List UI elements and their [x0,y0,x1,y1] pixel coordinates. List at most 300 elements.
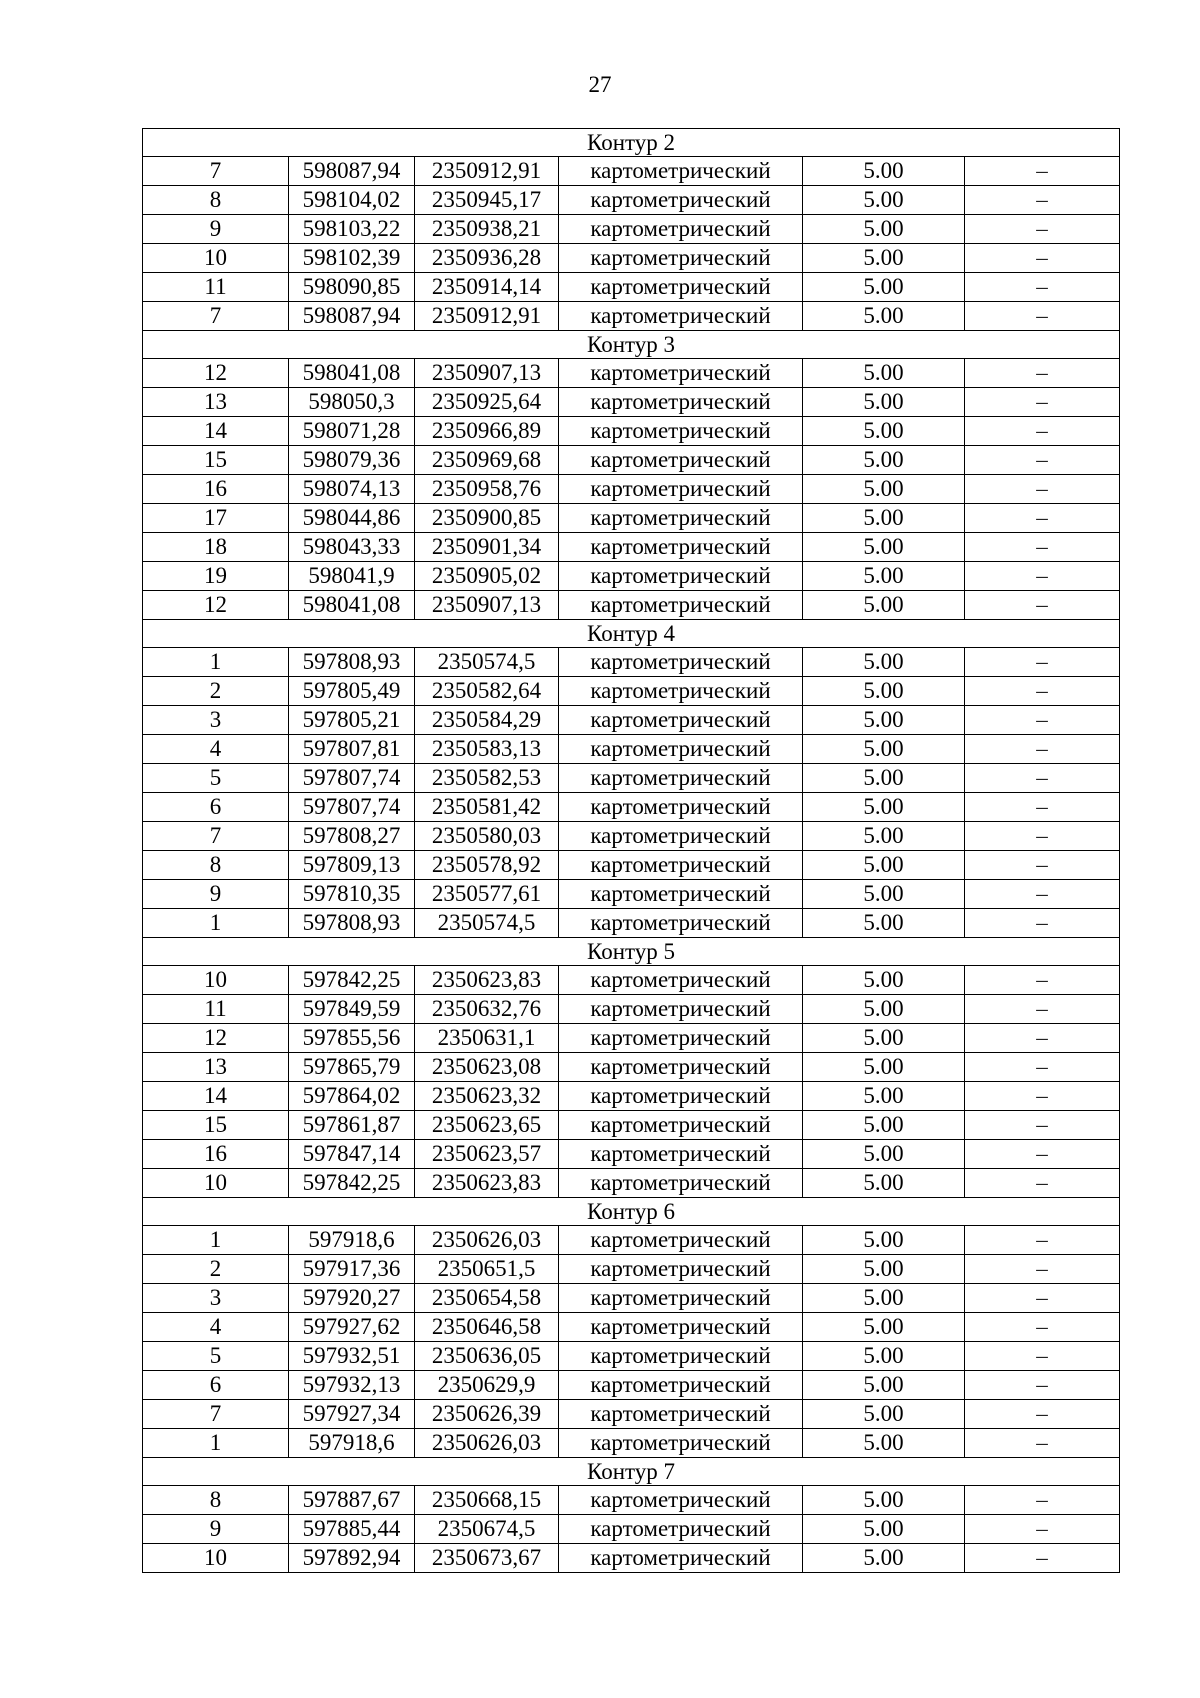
x-coordinate-cell: 597807,74 [289,793,415,822]
table-row [143,793,1120,822]
x-coordinate-cell: 598050,3 [289,388,415,417]
accuracy-cell: 5.00 [803,1544,965,1573]
method-cell: картометрический [559,1111,803,1140]
method-cell: картометрический [559,1486,803,1515]
accuracy-cell: 5.00 [803,851,965,880]
contour-title: Контур 2 [143,129,1120,157]
x-coordinate-cell: 597892,94 [289,1544,415,1573]
point-number-cell: 1 [143,1226,289,1255]
x-coordinate-cell: 598087,94 [289,157,415,186]
contour-title: Контур 4 [143,620,1120,648]
x-coordinate-cell: 597805,21 [289,706,415,735]
x-coordinate-cell: 597917,36 [289,1255,415,1284]
y-coordinate-cell: 2350673,67 [415,1544,559,1573]
description-cell: – [965,1429,1120,1458]
method-cell: картометрический [559,1024,803,1053]
y-coordinate-cell: 2350632,76 [415,995,559,1024]
description-cell: – [965,186,1120,215]
accuracy-cell: 5.00 [803,706,965,735]
table-row [143,273,1120,302]
table-row [143,1515,1120,1544]
description-cell: – [965,764,1120,793]
method-cell: картометрический [559,793,803,822]
description-cell: – [965,706,1120,735]
description-cell: – [965,591,1120,620]
accuracy-cell: 5.00 [803,533,965,562]
x-coordinate-cell: 597918,6 [289,1226,415,1255]
point-number-cell: 8 [143,186,289,215]
accuracy-cell: 5.00 [803,793,965,822]
description-cell: – [965,533,1120,562]
table-row [143,1024,1120,1053]
x-coordinate-cell: 597927,62 [289,1313,415,1342]
x-coordinate-cell: 598041,08 [289,359,415,388]
method-cell: картометрический [559,302,803,331]
method-cell: картометрический [559,417,803,446]
table-row [143,215,1120,244]
method-cell: картометрический [559,1140,803,1169]
description-cell: – [965,1313,1120,1342]
point-number-cell: 7 [143,157,289,186]
description-cell: – [965,966,1120,995]
table-row [143,1486,1120,1515]
description-cell: – [965,1024,1120,1053]
x-coordinate-cell: 597808,27 [289,822,415,851]
accuracy-cell: 5.00 [803,591,965,620]
table-row [143,706,1120,735]
description-cell: – [965,417,1120,446]
point-number-cell: 2 [143,1255,289,1284]
y-coordinate-cell: 2350969,68 [415,446,559,475]
x-coordinate-cell: 597861,87 [289,1111,415,1140]
method-cell: картометрический [559,215,803,244]
point-number-cell: 16 [143,475,289,504]
description-cell: – [965,1082,1120,1111]
x-coordinate-cell: 597810,35 [289,880,415,909]
point-number-cell: 16 [143,1140,289,1169]
x-coordinate-cell: 597808,93 [289,648,415,677]
method-cell: картометрический [559,1284,803,1313]
table-row [143,1284,1120,1313]
table-row [143,909,1120,938]
method-cell: картометрический [559,1400,803,1429]
point-number-cell: 10 [143,1544,289,1573]
point-number-cell: 1 [143,648,289,677]
y-coordinate-cell: 2350646,58 [415,1313,559,1342]
description-cell: – [965,446,1120,475]
table-row [143,1342,1120,1371]
accuracy-cell: 5.00 [803,1053,965,1082]
description-cell: – [965,995,1120,1024]
y-coordinate-cell: 2350907,13 [415,591,559,620]
method-cell: картометрический [559,880,803,909]
y-coordinate-cell: 2350651,5 [415,1255,559,1284]
x-coordinate-cell: 597807,74 [289,764,415,793]
accuracy-cell: 5.00 [803,186,965,215]
description-cell: – [965,475,1120,504]
description-cell: – [965,302,1120,331]
method-cell: картометрический [559,388,803,417]
description-cell: – [965,157,1120,186]
y-coordinate-cell: 2350578,92 [415,851,559,880]
point-number-cell: 9 [143,1515,289,1544]
contour-header-row [143,129,1120,157]
coordinates-table-body [143,129,1120,1573]
description-cell: – [965,1226,1120,1255]
x-coordinate-cell: 597932,13 [289,1371,415,1400]
accuracy-cell: 5.00 [803,1024,965,1053]
contour-header-row [143,1458,1120,1486]
y-coordinate-cell: 2350966,89 [415,417,559,446]
point-number-cell: 12 [143,359,289,388]
method-cell: картометрический [559,1169,803,1198]
description-cell: – [965,1371,1120,1400]
x-coordinate-cell: 597855,56 [289,1024,415,1053]
description-cell: – [965,822,1120,851]
x-coordinate-cell: 598041,9 [289,562,415,591]
x-coordinate-cell: 597887,67 [289,1486,415,1515]
accuracy-cell: 5.00 [803,1169,965,1198]
point-number-cell: 12 [143,1024,289,1053]
y-coordinate-cell: 2350582,64 [415,677,559,706]
point-number-cell: 15 [143,446,289,475]
method-cell: картометрический [559,1082,803,1111]
description-cell: – [965,793,1120,822]
y-coordinate-cell: 2350901,34 [415,533,559,562]
table-row [143,388,1120,417]
table-row [143,359,1120,388]
coordinates-table [142,128,1120,1573]
accuracy-cell: 5.00 [803,1429,965,1458]
y-coordinate-cell: 2350623,32 [415,1082,559,1111]
x-coordinate-cell: 597842,25 [289,966,415,995]
point-number-cell: 9 [143,880,289,909]
point-number-cell: 6 [143,793,289,822]
description-cell: – [965,1255,1120,1284]
point-number-cell: 14 [143,1082,289,1111]
table-row [143,735,1120,764]
description-cell: – [965,1400,1120,1429]
accuracy-cell: 5.00 [803,966,965,995]
accuracy-cell: 5.00 [803,1486,965,1515]
table-row [143,1226,1120,1255]
contour-title: Контур 5 [143,938,1120,966]
y-coordinate-cell: 2350626,39 [415,1400,559,1429]
method-cell: картометрический [559,273,803,302]
contour-header-row [143,331,1120,359]
point-number-cell: 5 [143,764,289,793]
table-row [143,475,1120,504]
point-number-cell: 7 [143,1400,289,1429]
y-coordinate-cell: 2350907,13 [415,359,559,388]
table-row [143,1140,1120,1169]
y-coordinate-cell: 2350582,53 [415,764,559,793]
method-cell: картометрический [559,822,803,851]
point-number-cell: 1 [143,1429,289,1458]
method-cell: картометрический [559,706,803,735]
table-row [143,1429,1120,1458]
method-cell: картометрический [559,677,803,706]
x-coordinate-cell: 598102,39 [289,244,415,273]
method-cell: картометрический [559,562,803,591]
point-number-cell: 5 [143,1342,289,1371]
table-row [143,1111,1120,1140]
table-row [143,1313,1120,1342]
description-cell: – [965,1111,1120,1140]
y-coordinate-cell: 2350577,61 [415,880,559,909]
description-cell: – [965,1544,1120,1573]
contour-title: Контур 3 [143,331,1120,359]
accuracy-cell: 5.00 [803,1515,965,1544]
description-cell: – [965,1486,1120,1515]
point-number-cell: 10 [143,1169,289,1198]
table-row [143,1255,1120,1284]
accuracy-cell: 5.00 [803,215,965,244]
accuracy-cell: 5.00 [803,764,965,793]
table-row [143,822,1120,851]
y-coordinate-cell: 2350900,85 [415,504,559,533]
point-number-cell: 11 [143,995,289,1024]
table-row [143,648,1120,677]
accuracy-cell: 5.00 [803,273,965,302]
y-coordinate-cell: 2350668,15 [415,1486,559,1515]
point-number-cell: 9 [143,215,289,244]
table-row [143,1400,1120,1429]
point-number-cell: 3 [143,706,289,735]
description-cell: – [965,1169,1120,1198]
x-coordinate-cell: 598071,28 [289,417,415,446]
table-row [143,995,1120,1024]
table-row [143,417,1120,446]
description-cell: – [965,1284,1120,1313]
table-row [143,966,1120,995]
y-coordinate-cell: 2350581,42 [415,793,559,822]
y-coordinate-cell: 2350574,5 [415,648,559,677]
method-cell: картометрический [559,1053,803,1082]
accuracy-cell: 5.00 [803,475,965,504]
method-cell: картометрический [559,475,803,504]
accuracy-cell: 5.00 [803,359,965,388]
method-cell: картометрический [559,648,803,677]
accuracy-cell: 5.00 [803,446,965,475]
method-cell: картометрический [559,504,803,533]
point-number-cell: 10 [143,244,289,273]
point-number-cell: 19 [143,562,289,591]
accuracy-cell: 5.00 [803,880,965,909]
description-cell: – [965,648,1120,677]
point-number-cell: 13 [143,1053,289,1082]
table-row [143,1082,1120,1111]
point-number-cell: 10 [143,966,289,995]
method-cell: картометрический [559,1255,803,1284]
x-coordinate-cell: 597918,6 [289,1429,415,1458]
x-coordinate-cell: 597842,25 [289,1169,415,1198]
x-coordinate-cell: 597865,79 [289,1053,415,1082]
x-coordinate-cell: 597932,51 [289,1342,415,1371]
point-number-cell: 18 [143,533,289,562]
x-coordinate-cell: 598044,86 [289,504,415,533]
method-cell: картометрический [559,966,803,995]
y-coordinate-cell: 2350674,5 [415,1515,559,1544]
table-row [143,677,1120,706]
method-cell: картометрический [559,909,803,938]
method-cell: картометрический [559,244,803,273]
point-number-cell: 14 [143,417,289,446]
y-coordinate-cell: 2350912,91 [415,157,559,186]
table-row [143,764,1120,793]
table-row [143,1169,1120,1198]
accuracy-cell: 5.00 [803,562,965,591]
x-coordinate-cell: 598041,08 [289,591,415,620]
point-number-cell: 4 [143,735,289,764]
contour-header-row [143,938,1120,966]
method-cell: картометрический [559,446,803,475]
method-cell: картометрический [559,591,803,620]
table-row [143,157,1120,186]
accuracy-cell: 5.00 [803,1255,965,1284]
accuracy-cell: 5.00 [803,302,965,331]
point-number-cell: 3 [143,1284,289,1313]
description-cell: – [965,273,1120,302]
y-coordinate-cell: 2350623,83 [415,1169,559,1198]
accuracy-cell: 5.00 [803,504,965,533]
method-cell: картометрический [559,735,803,764]
method-cell: картометрический [559,1342,803,1371]
y-coordinate-cell: 2350631,1 [415,1024,559,1053]
x-coordinate-cell: 597849,59 [289,995,415,1024]
y-coordinate-cell: 2350925,64 [415,388,559,417]
accuracy-cell: 5.00 [803,1226,965,1255]
point-number-cell: 6 [143,1371,289,1400]
description-cell: – [965,1515,1120,1544]
x-coordinate-cell: 597927,34 [289,1400,415,1429]
x-coordinate-cell: 598104,02 [289,186,415,215]
description-cell: – [965,359,1120,388]
y-coordinate-cell: 2350905,02 [415,562,559,591]
table-row [143,851,1120,880]
accuracy-cell: 5.00 [803,1082,965,1111]
table-row [143,1544,1120,1573]
accuracy-cell: 5.00 [803,1313,965,1342]
point-number-cell: 2 [143,677,289,706]
y-coordinate-cell: 2350936,28 [415,244,559,273]
y-coordinate-cell: 2350912,91 [415,302,559,331]
table-row [143,591,1120,620]
method-cell: картометрический [559,157,803,186]
accuracy-cell: 5.00 [803,995,965,1024]
description-cell: – [965,562,1120,591]
description-cell: – [965,504,1120,533]
x-coordinate-cell: 597805,49 [289,677,415,706]
description-cell: – [965,388,1120,417]
contour-title: Контур 6 [143,1198,1120,1226]
description-cell: – [965,880,1120,909]
x-coordinate-cell: 598087,94 [289,302,415,331]
page-number: 27 [588,72,612,97]
point-number-cell: 8 [143,851,289,880]
x-coordinate-cell: 598090,85 [289,273,415,302]
contour-header-row [143,1198,1120,1226]
table-row [143,186,1120,215]
point-number-cell: 1 [143,909,289,938]
point-number-cell: 7 [143,302,289,331]
accuracy-cell: 5.00 [803,1284,965,1313]
x-coordinate-cell: 598043,33 [289,533,415,562]
x-coordinate-cell: 598079,36 [289,446,415,475]
accuracy-cell: 5.00 [803,735,965,764]
y-coordinate-cell: 2350636,05 [415,1342,559,1371]
x-coordinate-cell: 597807,81 [289,735,415,764]
description-cell: – [965,735,1120,764]
y-coordinate-cell: 2350626,03 [415,1226,559,1255]
method-cell: картометрический [559,995,803,1024]
table-row [143,302,1120,331]
contour-header-row [143,620,1120,648]
y-coordinate-cell: 2350623,65 [415,1111,559,1140]
point-number-cell: 13 [143,388,289,417]
point-number-cell: 12 [143,591,289,620]
method-cell: картометрический [559,851,803,880]
method-cell: картометрический [559,764,803,793]
accuracy-cell: 5.00 [803,157,965,186]
point-number-cell: 17 [143,504,289,533]
description-cell: – [965,244,1120,273]
table-row [143,244,1120,273]
y-coordinate-cell: 2350945,17 [415,186,559,215]
table-row [143,504,1120,533]
table-row [143,880,1120,909]
x-coordinate-cell: 597920,27 [289,1284,415,1313]
y-coordinate-cell: 2350958,76 [415,475,559,504]
y-coordinate-cell: 2350623,57 [415,1140,559,1169]
x-coordinate-cell: 597809,13 [289,851,415,880]
accuracy-cell: 5.00 [803,1342,965,1371]
y-coordinate-cell: 2350580,03 [415,822,559,851]
y-coordinate-cell: 2350938,21 [415,215,559,244]
method-cell: картометрический [559,1515,803,1544]
accuracy-cell: 5.00 [803,822,965,851]
method-cell: картометрический [559,533,803,562]
x-coordinate-cell: 597808,93 [289,909,415,938]
description-cell: – [965,1140,1120,1169]
contour-title: Контур 7 [143,1458,1120,1486]
x-coordinate-cell: 598103,22 [289,215,415,244]
accuracy-cell: 5.00 [803,1140,965,1169]
table-row [143,446,1120,475]
y-coordinate-cell: 2350583,13 [415,735,559,764]
accuracy-cell: 5.00 [803,909,965,938]
y-coordinate-cell: 2350914,14 [415,273,559,302]
table-row [143,1371,1120,1400]
y-coordinate-cell: 2350623,08 [415,1053,559,1082]
description-cell: – [965,851,1120,880]
method-cell: картометрический [559,186,803,215]
y-coordinate-cell: 2350574,5 [415,909,559,938]
x-coordinate-cell: 597847,14 [289,1140,415,1169]
accuracy-cell: 5.00 [803,1111,965,1140]
table-row [143,1053,1120,1082]
table-row [143,533,1120,562]
method-cell: картометрический [559,1429,803,1458]
x-coordinate-cell: 598074,13 [289,475,415,504]
point-number-cell: 4 [143,1313,289,1342]
description-cell: – [965,909,1120,938]
x-coordinate-cell: 597864,02 [289,1082,415,1111]
method-cell: картометрический [559,1313,803,1342]
y-coordinate-cell: 2350629,9 [415,1371,559,1400]
method-cell: картометрический [559,1371,803,1400]
point-number-cell: 15 [143,1111,289,1140]
